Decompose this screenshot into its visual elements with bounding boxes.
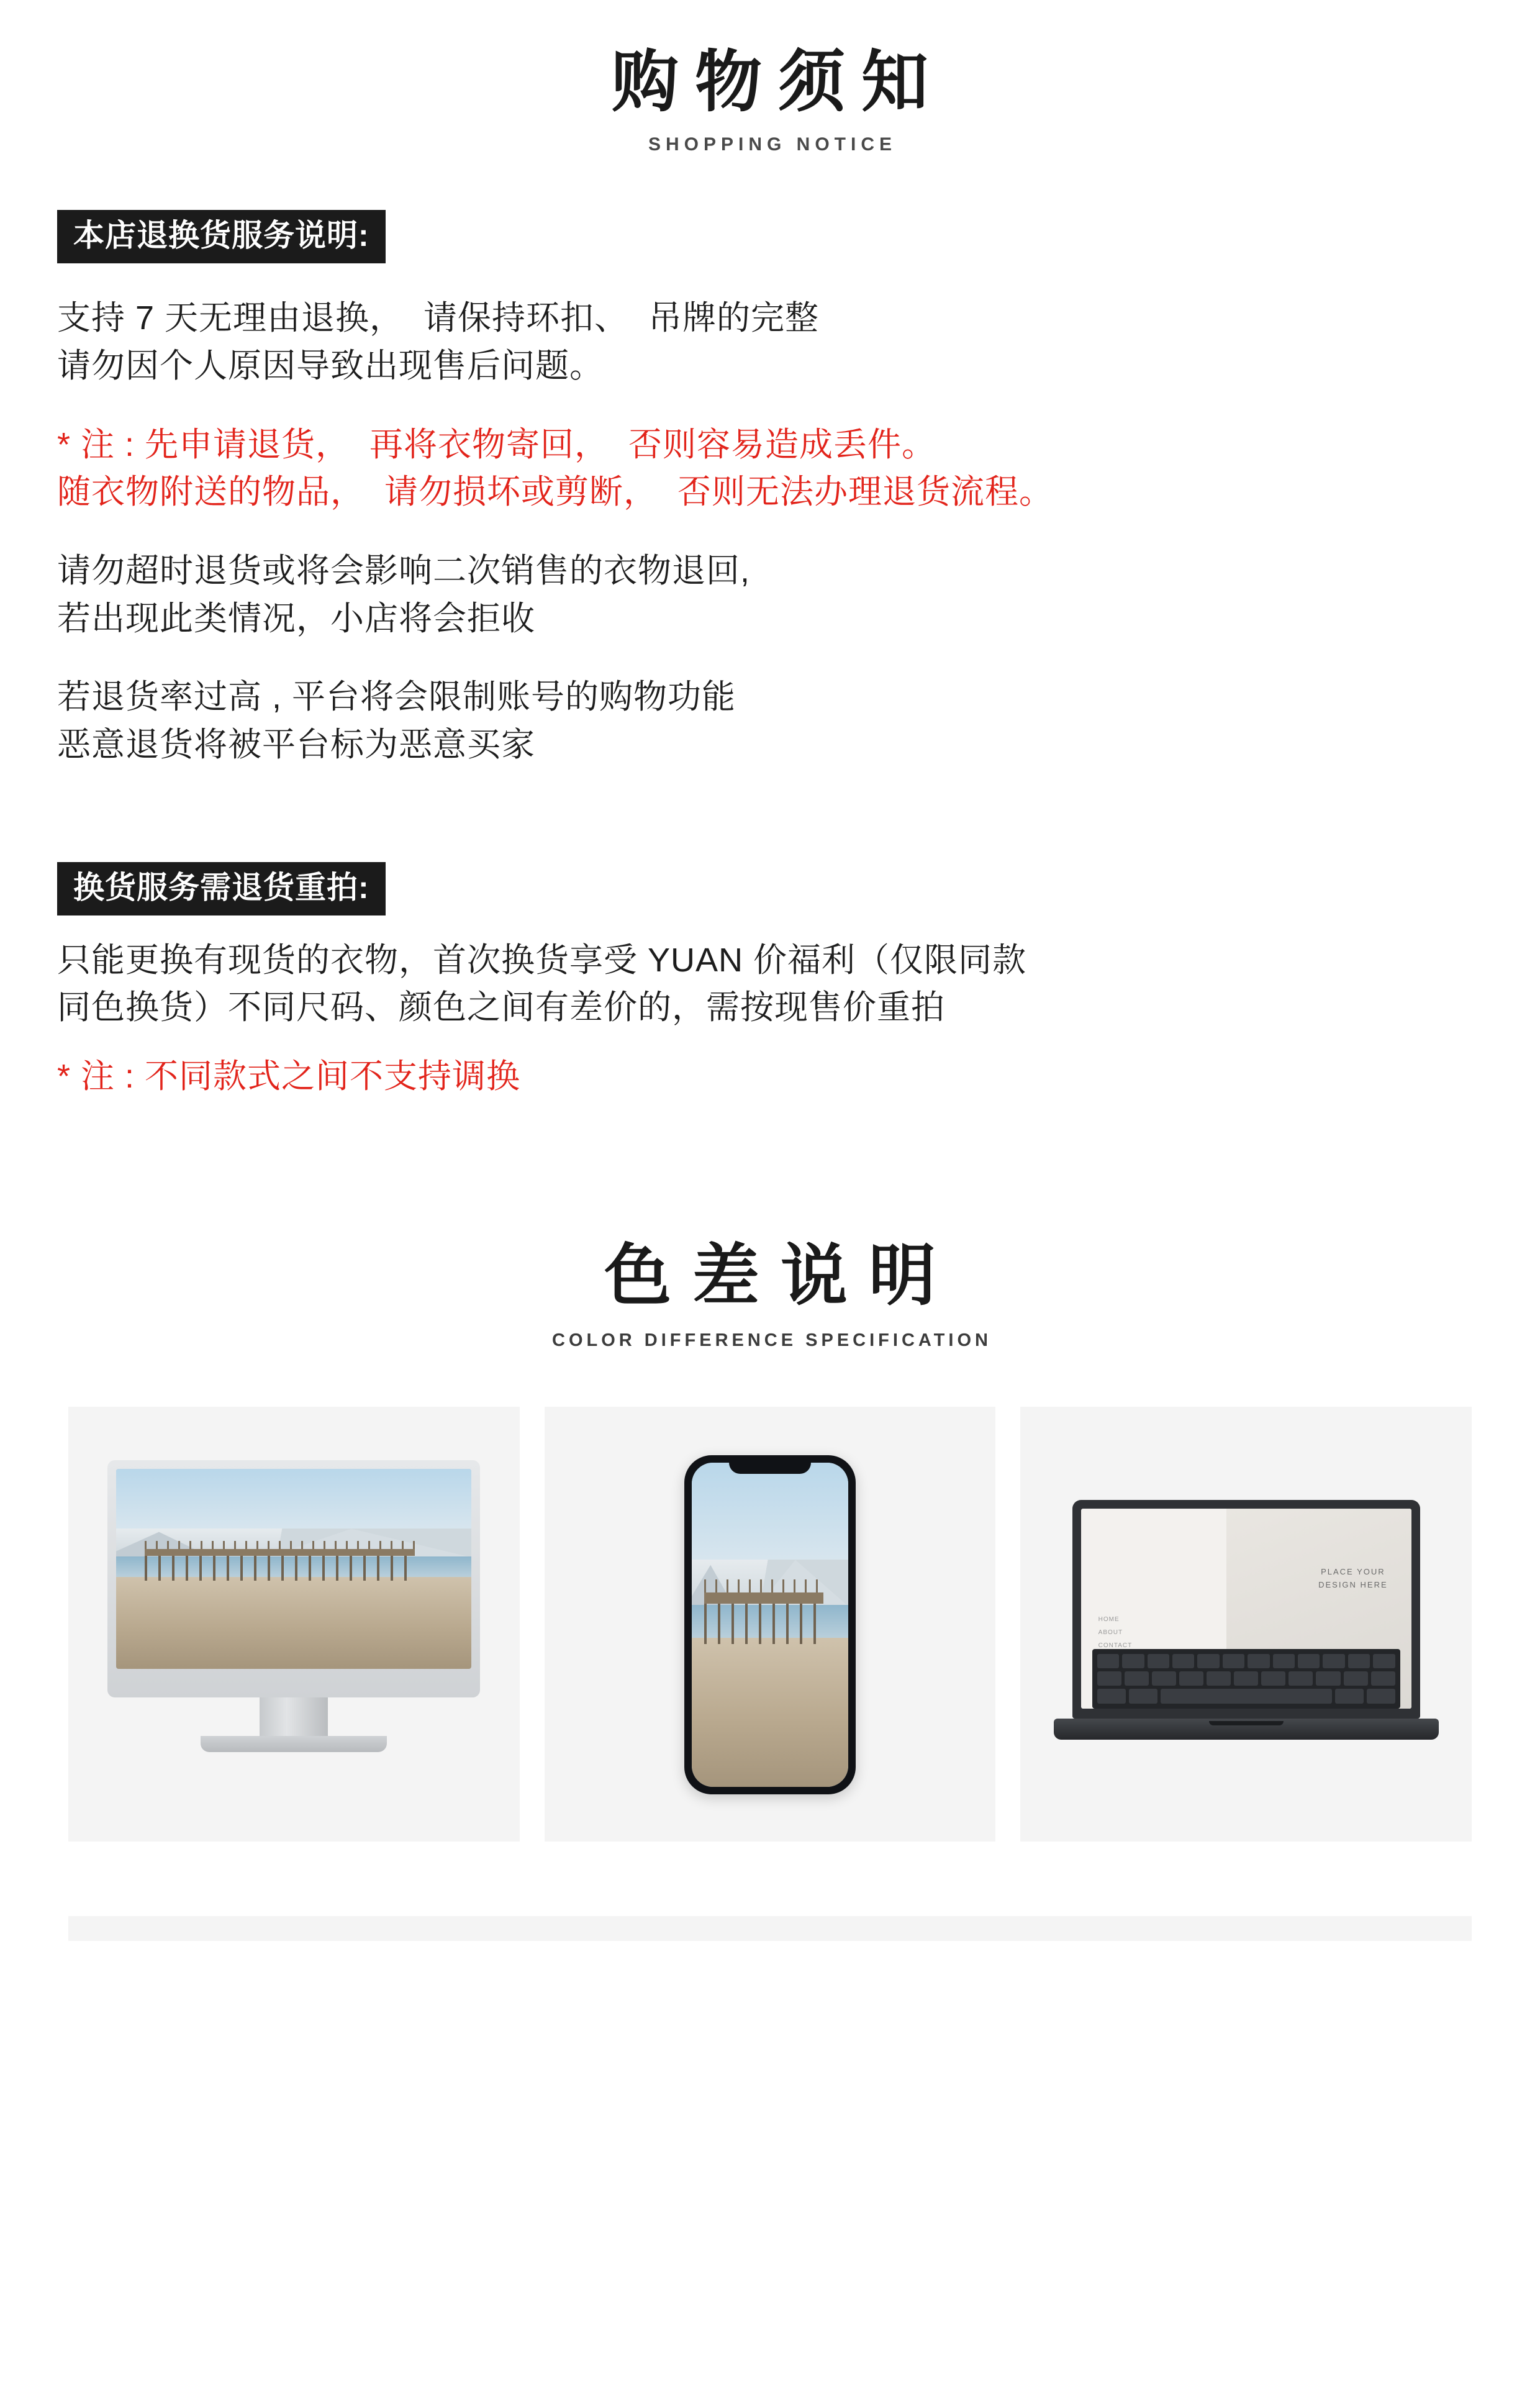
keyboard-key	[1207, 1671, 1231, 1686]
laptop-mock-nav-item-2: CONTACT	[1098, 1642, 1133, 1649]
return-policy-text	[57, 294, 1483, 389]
device-card-laptop	[1020, 1407, 1472, 1842]
notice-body	[0, 210, 1540, 1100]
return-policy-line-1: 支持 7 天无理由退换， 请保持环扣、 吊牌的完整	[57, 299, 820, 337]
keyboard-key	[1367, 1689, 1395, 1703]
keyboard-key	[1129, 1689, 1157, 1703]
photo-pier	[704, 1592, 823, 1645]
return-rule-text	[57, 547, 1483, 642]
keyboard-key	[1148, 1654, 1169, 1668]
section-spacer	[57, 769, 1483, 843]
keyboard-row	[1097, 1689, 1395, 1703]
device-showcase-row	[0, 1407, 1540, 1842]
pier-legs	[145, 1556, 415, 1581]
laptop-mock-headline	[1318, 1566, 1388, 1592]
exchange-warning-text	[57, 1053, 1483, 1101]
keyboard-key	[1289, 1671, 1313, 1686]
keyboard-key	[1223, 1654, 1244, 1668]
keyboard-key	[1172, 1654, 1194, 1668]
exchange-line-1: 只能更换有现货的衣物，首次换货享受 YUAN 价福利（仅限同款	[57, 941, 1027, 979]
return-warning-line-2: 随衣物附送的物品， 请勿损坏或剪断， 否则无法办理退货流程。	[57, 473, 1054, 511]
color-difference-heading	[0, 1194, 1540, 1351]
desktop-monitor-icon	[107, 1460, 480, 1752]
keyboard-key	[1261, 1671, 1285, 1686]
laptop-mock-nav-item-1: ABOUT	[1098, 1629, 1123, 1636]
photo-sand	[116, 1577, 471, 1669]
monitor-neck	[260, 1697, 328, 1736]
return-rule-line-2: 若出现此类情况，小店将会拒收	[57, 599, 535, 637]
bottom-spacer	[0, 1842, 1540, 1916]
keyboard-key	[1298, 1654, 1320, 1668]
monitor-foot	[201, 1736, 387, 1752]
return-rate-line-2: 恶意退货将被平台标为恶意买家	[57, 725, 535, 763]
pier-deck	[145, 1549, 415, 1556]
laptop-icon	[1054, 1500, 1439, 1740]
page-subtitle-en: SHOPPING NOTICE	[648, 134, 897, 155]
color-difference-subtitle-en: COLOR DIFFERENCE SPECIFICATION	[552, 1330, 992, 1350]
keyboard-key	[1097, 1671, 1121, 1686]
smartphone-icon	[684, 1455, 856, 1794]
exchange-block	[57, 862, 1483, 1101]
return-warning-text	[57, 421, 1483, 516]
beach-photo	[692, 1463, 848, 1787]
phone-notch	[729, 1455, 811, 1474]
keyboard-key	[1097, 1689, 1126, 1703]
exchange-warning-line: * 注 : 不同款式之间不支持调换	[57, 1057, 521, 1095]
color-difference-title: 色差说明	[604, 1237, 957, 1313]
page-title: 购物须知	[611, 44, 944, 119]
exchange-policy-text	[57, 937, 1483, 1032]
keyboard-row	[1097, 1671, 1395, 1686]
keyboard-key	[1152, 1671, 1176, 1686]
laptop-mock-headline-line-1: PLACE YOUR	[1321, 1566, 1385, 1576]
laptop-screen	[1081, 1509, 1411, 1709]
keyboard-key	[1273, 1654, 1295, 1668]
return-rate-text	[57, 673, 1483, 768]
shopping-notice-heading	[0, 0, 1540, 155]
device-card-phone	[545, 1407, 996, 1842]
laptop-keyboard	[1092, 1649, 1400, 1709]
pier-legs	[704, 1604, 823, 1644]
keyboard-key	[1125, 1671, 1149, 1686]
keyboard-key	[1373, 1654, 1395, 1668]
laptop-mock-headline-line-2: DESIGN HERE	[1318, 1579, 1388, 1589]
keyboard-key	[1316, 1671, 1340, 1686]
exchange-policy-tag: 换货服务需退货重拍:	[57, 862, 386, 915]
return-policy-tag: 本店退换货服务说明:	[57, 210, 386, 263]
laptop-base	[1054, 1719, 1439, 1740]
device-card-desktop	[68, 1407, 520, 1842]
return-policy-line-2: 请勿因个人原因导致出现售后问题。	[57, 347, 604, 384]
exchange-line-2: 同色换货）不同尺码、颜色之间有差价的，需按现售价重拍	[57, 989, 945, 1027]
keyboard-key	[1323, 1654, 1344, 1668]
keyboard-key	[1344, 1671, 1368, 1686]
pier-deck	[704, 1592, 823, 1604]
keyboard-spacebar	[1161, 1689, 1332, 1703]
keyboard-key	[1197, 1654, 1219, 1668]
photo-sand	[692, 1638, 848, 1787]
laptop-lid	[1072, 1500, 1420, 1719]
keyboard-key	[1122, 1654, 1144, 1668]
return-warning-line-1: * 注 : 先申请退货， 再将衣物寄回， 否则容易造成丢件。	[57, 425, 936, 463]
monitor-bezel	[107, 1460, 480, 1697]
keyboard-key	[1097, 1654, 1119, 1668]
monitor-screen	[116, 1469, 471, 1669]
next-section-preview	[68, 1916, 1472, 1941]
keyboard-key	[1348, 1654, 1370, 1668]
keyboard-row	[1097, 1654, 1395, 1668]
return-rate-line-1: 若退货率过高 , 平台将会限制账号的购物功能	[57, 678, 736, 716]
keyboard-key	[1179, 1671, 1203, 1686]
keyboard-key	[1371, 1671, 1395, 1686]
laptop-mock-nav-item-0: HOME	[1098, 1615, 1120, 1623]
beach-photo	[116, 1469, 471, 1669]
phone-screen	[692, 1463, 848, 1787]
keyboard-key	[1335, 1689, 1364, 1703]
keyboard-key	[1248, 1654, 1269, 1668]
photo-pier	[145, 1549, 415, 1581]
keyboard-key	[1234, 1671, 1258, 1686]
return-rule-line-1: 请勿超时退货或将会影响二次销售的衣物退回,	[57, 552, 751, 589]
